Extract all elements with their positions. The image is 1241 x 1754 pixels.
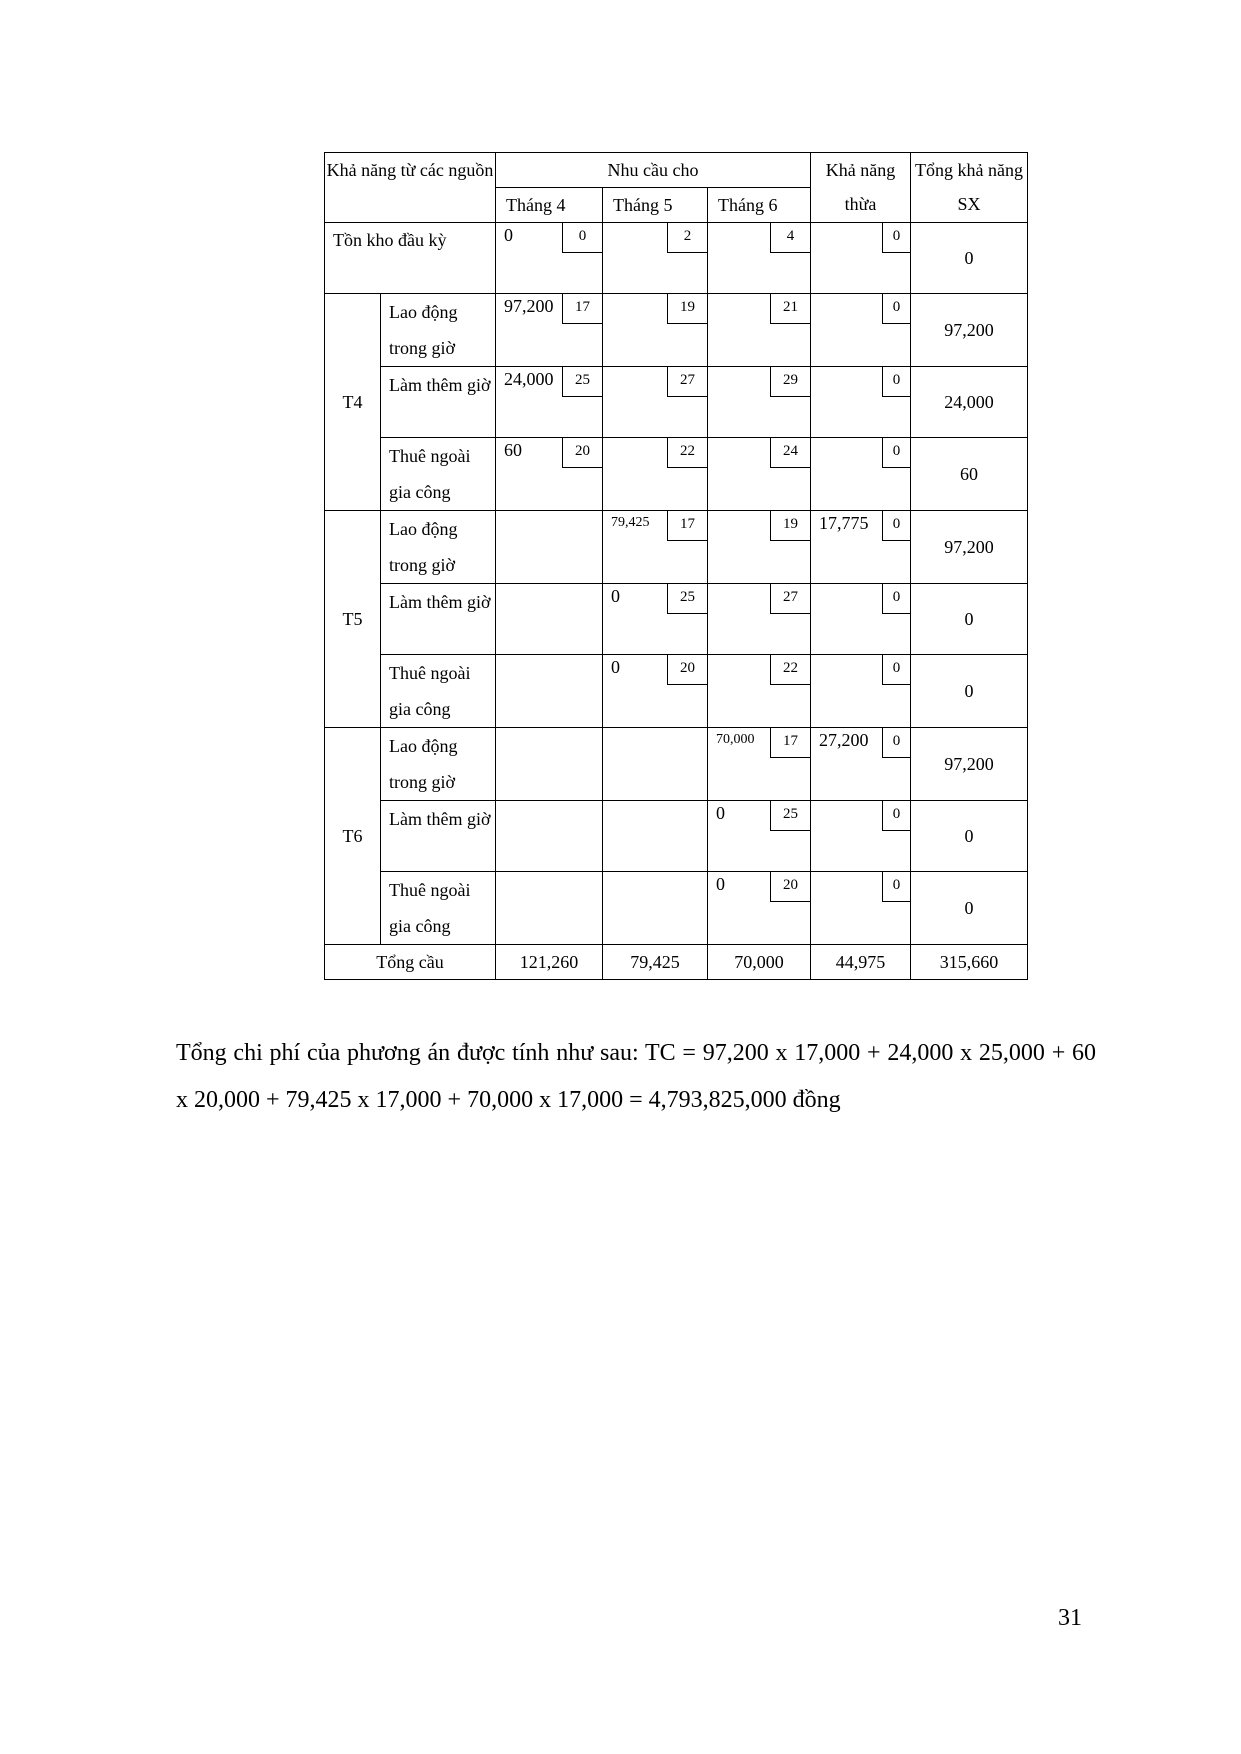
allocation-cell bbox=[603, 294, 708, 367]
row-total: 0 bbox=[911, 872, 1028, 945]
unit-cost-box: 0 bbox=[882, 801, 910, 831]
unit-cost-box: 22 bbox=[667, 438, 707, 468]
cell-content bbox=[811, 584, 910, 654]
cell-content bbox=[708, 367, 810, 437]
allocation-cell bbox=[496, 367, 603, 438]
cell-content bbox=[603, 223, 707, 293]
cell-content bbox=[811, 801, 910, 871]
unit-cost-box: 25 bbox=[770, 801, 810, 831]
cell-content bbox=[603, 367, 707, 437]
allocation-value: 0 bbox=[611, 586, 621, 606]
unit-cost-box: 2 bbox=[667, 223, 707, 253]
cell-content bbox=[603, 655, 707, 725]
unit-cost-box: 29 bbox=[770, 367, 810, 397]
allocation-value: 0 bbox=[716, 874, 726, 894]
allocation-cell bbox=[708, 438, 811, 511]
allocation-cell bbox=[496, 655, 603, 728]
allocation-cell bbox=[496, 584, 603, 655]
unit-cost-box: 0 bbox=[882, 872, 910, 902]
allocation-value: 70,000 bbox=[716, 732, 755, 747]
row-total: 0 bbox=[911, 584, 1028, 655]
allocation-cell bbox=[603, 438, 708, 511]
unit-cost-box: 19 bbox=[770, 511, 810, 541]
allocation-cell bbox=[708, 223, 811, 294]
allocation-cell bbox=[708, 294, 811, 367]
cell-content bbox=[811, 294, 910, 364]
cell-content bbox=[496, 511, 602, 581]
cell-content bbox=[811, 367, 910, 437]
allocation-cell bbox=[603, 728, 708, 801]
surplus-cell bbox=[811, 511, 911, 584]
transportation-table-container bbox=[324, 152, 1027, 980]
unit-cost-box: 21 bbox=[770, 294, 810, 324]
cell-content bbox=[603, 728, 707, 798]
surplus-cell bbox=[811, 872, 911, 945]
allocation-value: 0 bbox=[504, 225, 514, 245]
page-number: 31 bbox=[1058, 1605, 1082, 1631]
allocation-cell bbox=[708, 728, 811, 801]
unit-cost-box: 27 bbox=[770, 584, 810, 614]
cell-content bbox=[603, 511, 707, 581]
period-label: T6 bbox=[325, 728, 381, 945]
row-total: 97,200 bbox=[911, 511, 1028, 584]
cell-content bbox=[603, 872, 707, 942]
cell-content bbox=[811, 655, 910, 725]
unit-cost-box: 20 bbox=[667, 655, 707, 685]
source-row bbox=[325, 367, 1028, 438]
source-label: Thuê ngoài gia công bbox=[381, 655, 496, 728]
cell-content bbox=[496, 223, 602, 293]
allocation-cell bbox=[496, 801, 603, 872]
allocation-cell bbox=[708, 801, 811, 872]
surplus-cell bbox=[811, 728, 911, 801]
unit-cost-box: 0 bbox=[562, 223, 602, 253]
allocation-cell bbox=[496, 438, 603, 511]
header-total-capacity: Tổng khả năng SX bbox=[911, 153, 1028, 223]
cell-content bbox=[708, 584, 810, 654]
unit-cost-box: 0 bbox=[882, 728, 910, 758]
source-label: Lao động trong giờ bbox=[381, 294, 496, 367]
source-row bbox=[325, 438, 1028, 511]
cell-content bbox=[708, 872, 810, 942]
unit-cost-box: 19 bbox=[667, 294, 707, 324]
unit-cost-box: 25 bbox=[667, 584, 707, 614]
cell-content bbox=[496, 294, 602, 364]
header-surplus: Khả năng thừa bbox=[811, 153, 911, 223]
allocation-cell bbox=[603, 655, 708, 728]
total-demand-value: 44,975 bbox=[811, 945, 911, 980]
row-total: 0 bbox=[911, 655, 1028, 728]
cell-content bbox=[811, 438, 910, 508]
source-row bbox=[325, 655, 1028, 728]
cell-content bbox=[708, 294, 810, 364]
transportation-table bbox=[324, 152, 1028, 980]
allocation-cell bbox=[603, 367, 708, 438]
cell-content bbox=[496, 872, 602, 942]
allocation-cell bbox=[496, 872, 603, 945]
surplus-cell bbox=[811, 367, 911, 438]
opening-inventory-label: Tồn kho đầu kỳ bbox=[325, 223, 496, 294]
unit-cost-box: 20 bbox=[770, 872, 810, 902]
cell-content bbox=[603, 584, 707, 654]
unit-cost-box: 4 bbox=[770, 223, 810, 253]
surplus-cell bbox=[811, 438, 911, 511]
source-label: Lao động trong giờ bbox=[381, 511, 496, 584]
total-demand-value: 79,425 bbox=[603, 945, 708, 980]
unit-cost-box: 0 bbox=[882, 511, 910, 541]
unit-cost-box: 17 bbox=[562, 294, 602, 324]
allocation-cell bbox=[708, 655, 811, 728]
total-demand-value: 315,660 bbox=[911, 945, 1028, 980]
cell-content bbox=[603, 294, 707, 364]
unit-cost-box: 22 bbox=[770, 655, 810, 685]
allocation-cell bbox=[708, 584, 811, 655]
unit-cost-box: 0 bbox=[882, 655, 910, 685]
row-total: 24,000 bbox=[911, 367, 1028, 438]
unit-cost-box: 0 bbox=[882, 438, 910, 468]
unit-cost-box: 0 bbox=[882, 367, 910, 397]
cell-content bbox=[496, 801, 602, 871]
unit-cost-box: 27 bbox=[667, 367, 707, 397]
period-label: T5 bbox=[325, 511, 381, 728]
cell-content bbox=[708, 223, 810, 293]
cell-content bbox=[496, 367, 602, 437]
allocation-cell bbox=[708, 872, 811, 945]
allocation-cell bbox=[496, 294, 603, 367]
row-total: 0 bbox=[911, 223, 1028, 294]
allocation-cell bbox=[708, 511, 811, 584]
unit-cost-box: 20 bbox=[562, 438, 602, 468]
row-total: 0 bbox=[911, 801, 1028, 872]
unit-cost-box: 17 bbox=[667, 511, 707, 541]
source-label: Lao động trong giờ bbox=[381, 728, 496, 801]
row-total: 97,200 bbox=[911, 294, 1028, 367]
cell-content bbox=[708, 728, 810, 798]
cell-content bbox=[708, 801, 810, 871]
header-month-4: Tháng 4 bbox=[496, 188, 603, 223]
cell-content bbox=[708, 438, 810, 508]
source-label: Làm thêm giờ bbox=[381, 367, 496, 438]
source-row bbox=[325, 872, 1028, 945]
unit-cost-box: 0 bbox=[882, 223, 910, 253]
source-label: Làm thêm giờ bbox=[381, 584, 496, 655]
cell-content bbox=[811, 223, 910, 293]
allocation-value: 0 bbox=[716, 803, 726, 823]
allocation-value: 17,775 bbox=[819, 513, 869, 533]
allocation-cell bbox=[496, 223, 603, 294]
allocation-value: 0 bbox=[611, 657, 621, 677]
allocation-cell bbox=[708, 367, 811, 438]
allocation-value: 97,200 bbox=[504, 296, 554, 316]
allocation-cell bbox=[603, 511, 708, 584]
allocation-value: 24,000 bbox=[504, 369, 554, 389]
opening-inventory-row bbox=[325, 223, 1028, 294]
unit-cost-box: 17 bbox=[770, 728, 810, 758]
cell-content bbox=[811, 872, 910, 942]
cell-content bbox=[708, 511, 810, 581]
source-row bbox=[325, 728, 1028, 801]
cell-content bbox=[708, 655, 810, 725]
total-demand-label: Tổng cầu bbox=[325, 945, 496, 980]
cell-content bbox=[811, 728, 910, 798]
allocation-cell bbox=[603, 584, 708, 655]
cell-content bbox=[496, 728, 602, 798]
header-sources: Khả năng từ các nguồn bbox=[325, 153, 496, 223]
cell-content bbox=[496, 655, 602, 725]
source-row bbox=[325, 511, 1028, 584]
unit-cost-box: 24 bbox=[770, 438, 810, 468]
allocation-value: 27,200 bbox=[819, 730, 869, 750]
period-label: T4 bbox=[325, 294, 381, 511]
row-total: 97,200 bbox=[911, 728, 1028, 801]
unit-cost-box: 25 bbox=[562, 367, 602, 397]
source-label: Làm thêm giờ bbox=[381, 801, 496, 872]
cost-paragraph: Tổng chi phí của phương án được tính như sau: TC = 97,200 x 17,000 + 24,000 x 25,000 + 60 x 20,000 + 79,425 x 17,000 + 70,000 x 17,000 = 4,793,825,000 đồng bbox=[176, 1040, 1096, 1113]
allocation-cell bbox=[496, 728, 603, 801]
surplus-cell bbox=[811, 584, 911, 655]
row-total: 60 bbox=[911, 438, 1028, 511]
source-row bbox=[325, 801, 1028, 872]
allocation-cell bbox=[496, 511, 603, 584]
header-month-5: Tháng 5 bbox=[603, 188, 708, 223]
cell-content bbox=[603, 801, 707, 871]
unit-cost-box: 0 bbox=[882, 584, 910, 614]
surplus-cell bbox=[811, 223, 911, 294]
header-demand: Nhu cầu cho bbox=[496, 153, 811, 188]
allocation-cell bbox=[603, 801, 708, 872]
allocation-cell bbox=[603, 872, 708, 945]
surplus-cell bbox=[811, 294, 911, 367]
allocation-value: 60 bbox=[504, 440, 523, 460]
cell-content bbox=[496, 584, 602, 654]
total-demand-value: 70,000 bbox=[708, 945, 811, 980]
surplus-cell bbox=[811, 655, 911, 728]
cell-content bbox=[496, 438, 602, 508]
source-label: Thuê ngoài gia công bbox=[381, 872, 496, 945]
unit-cost-box: 0 bbox=[882, 294, 910, 324]
header-row-1 bbox=[325, 153, 1028, 188]
source-row bbox=[325, 584, 1028, 655]
surplus-cell bbox=[811, 801, 911, 872]
total-demand-value: 121,260 bbox=[496, 945, 603, 980]
allocation-cell bbox=[603, 223, 708, 294]
allocation-value: 79,425 bbox=[611, 515, 650, 530]
cell-content bbox=[811, 511, 910, 581]
cell-content bbox=[603, 438, 707, 508]
total-demand-row bbox=[325, 945, 1028, 980]
header-month-6: Tháng 6 bbox=[708, 188, 811, 223]
source-row bbox=[325, 294, 1028, 367]
source-label: Thuê ngoài gia công bbox=[381, 438, 496, 511]
